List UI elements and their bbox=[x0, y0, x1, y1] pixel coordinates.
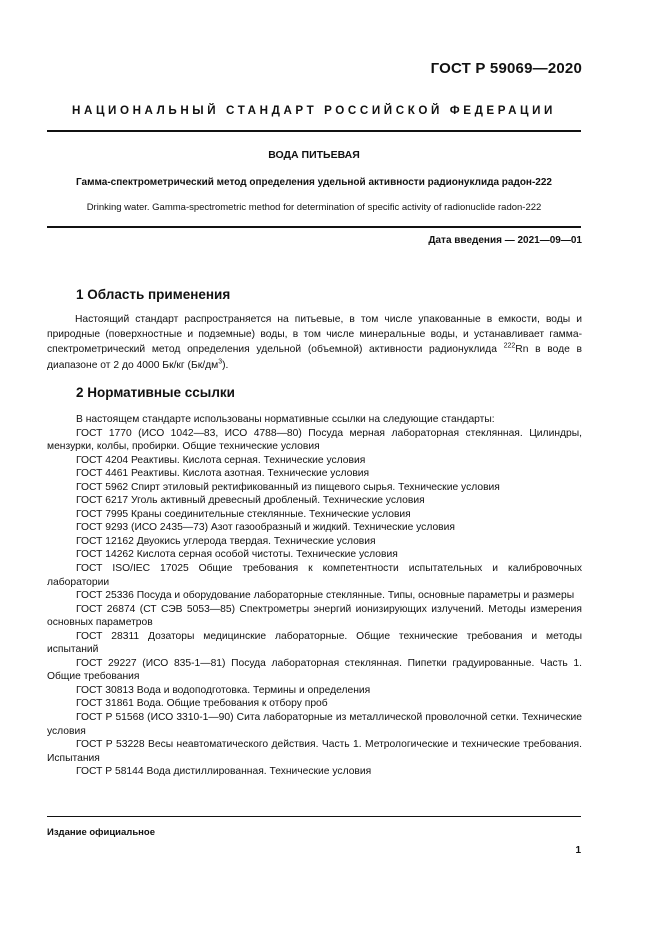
reference-item: ГОСТ 31861 Вода. Общие требования к отбору проб bbox=[76, 698, 328, 710]
normative-references-list bbox=[47, 413, 582, 779]
reference-item: ГОСТ 4204 Реактивы. Кислота серная. Технические условия bbox=[76, 454, 366, 466]
reference-item: ГОСТ 25336 Посуда и оборудование лабораторные стеклянные. Типы, основные параметры и размеры bbox=[76, 590, 575, 602]
section-1-sup-b: 3 bbox=[218, 358, 223, 366]
reference-item: ГОСТ 5962 Спирт этиловый ректификованный из пищевого сырья. Технические условия bbox=[76, 481, 500, 493]
document-subtitle-ru: Гамма-спектрометрический метод определения удельной активности радионуклида радон-222 bbox=[76, 177, 552, 188]
official-edition-label: Издание официальное bbox=[47, 827, 155, 838]
reference-item: ГОСТ 12162 Двуокись углерода твердая. Технические условия bbox=[76, 535, 376, 547]
reference-item: ГОСТ 28311 Дозаторы медицинские лабораторные. Общие технические требования и методы испытаний bbox=[47, 630, 582, 656]
reference-item: ГОСТ Р 58144 Вода дистиллированная. Технические условия bbox=[76, 766, 372, 778]
reference-item: ГОСТ 30813 Вода и водоподготовка. Термины и определения bbox=[76, 684, 371, 696]
reference-item: ГОСТ Р 51568 (ИСО 3310-1—90) Сита лабораторные из металлической проволочной сетки. Технические условия bbox=[47, 712, 582, 737]
header-rule bbox=[47, 130, 581, 132]
reference-item: ГОСТ 1770 (ИСО 1042—83, ИСО 4788—80) Посуда мерная лабораторная стеклянная. Цилиндры, мензурки, колбы, пробирки. Общие технические условия bbox=[47, 427, 582, 453]
section-1-sup-a: 222 bbox=[503, 342, 516, 350]
section-1-text-a: Настоящий стандарт распространяется на питьевые, в том числе упакованные в емкости, воды и природные (поверхностные и подземные) воды, в том числе минеральные воды, и устанавливает гамма-спектрометрический метод определения удельной (объемной) активности радионуклида bbox=[47, 314, 582, 356]
section-2-heading: 2 Нормативные ссылки bbox=[76, 385, 235, 400]
reference-item: ГОСТ 6217 Уголь активный древесный дробленый. Технические условия bbox=[76, 495, 425, 507]
reference-item: ГОСТ 4461 Реактивы. Кислота азотная. Технические условия bbox=[76, 468, 370, 480]
document-code: ГОСТ Р 59069—2020 bbox=[430, 60, 582, 77]
reference-item: ГОСТ 14262 Кислота серная особой чистоты. Технические условия bbox=[76, 549, 398, 561]
section-1-body bbox=[47, 312, 582, 373]
reference-intro: В настоящем стандарте использованы нормативные ссылки на следующие стандарты: bbox=[76, 414, 495, 425]
standard-type-line: НАЦИОНАЛЬНЫЙ СТАНДАРТ РОССИЙСКОЙ ФЕДЕРАЦИИ bbox=[72, 104, 556, 117]
footer-rule bbox=[47, 816, 581, 817]
document-title: ВОДА ПИТЬЕВАЯ bbox=[268, 149, 360, 161]
page-number: 1 bbox=[575, 845, 581, 856]
section-1-text-c: ). bbox=[222, 359, 229, 371]
reference-item: ГОСТ 26874 (СТ СЭВ 5053—85) Спектрометры энергий ионизирующих излучений. Методы измерения основных параметров bbox=[47, 603, 582, 629]
section-1-heading: 1 Область применения bbox=[76, 287, 231, 302]
section-1-text-b: Rn в воде в диапазоне от 2 до 4000 Бк/кг (Бк/дм bbox=[47, 344, 582, 371]
reference-item: ГОСТ Р 53228 Весы неавтоматического действия. Часть 1. Метрологические и технические требования. Испытания bbox=[47, 739, 582, 764]
introduction-date: Дата введения — 2021—09—01 bbox=[428, 235, 582, 246]
reference-item: ГОСТ 7995 Краны соединительные стеклянные. Технические условия bbox=[76, 508, 411, 520]
reference-item: ГОСТ 29227 (ИСО 835-1—81) Посуда лабораторная стеклянная. Пипетки градуированные. Часть 1. Общие требования bbox=[47, 657, 582, 683]
reference-item: ГОСТ 9293 (ИСО 2435—73) Азот газообразный и жидкий. Технические условия bbox=[76, 522, 455, 534]
reference-item: ГОСТ ISO/IEC 17025 Общие требования к компетентности испытательных и калибровочных лаборатории bbox=[47, 563, 582, 588]
title-rule bbox=[47, 226, 581, 228]
document-subtitle-en: Drinking water. Gamma-spectrometric method for determination of specific activity of radionuclide radon-222 bbox=[86, 202, 542, 213]
